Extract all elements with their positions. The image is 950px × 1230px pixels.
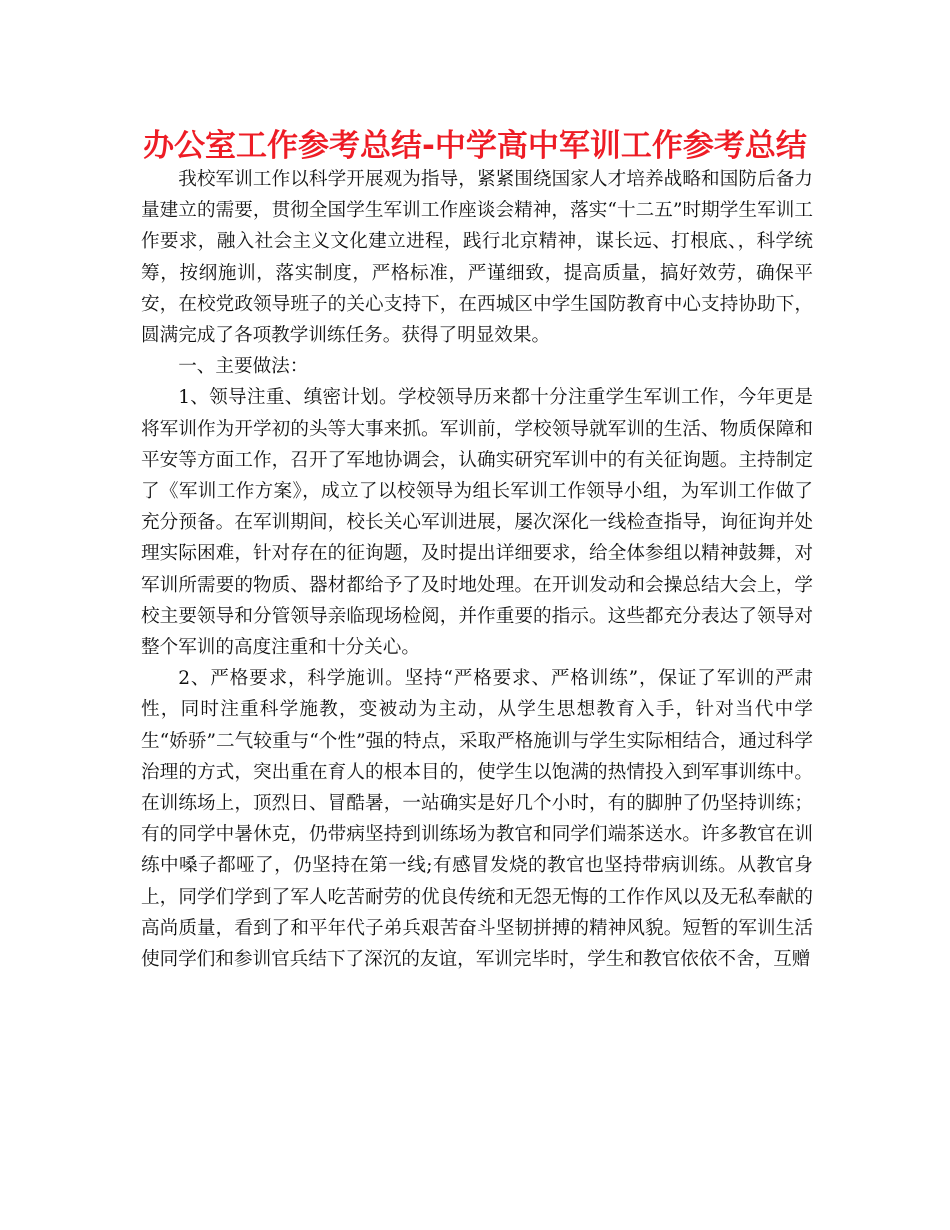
- paragraph-intro: 我校军训工作以科学开展观为指导，紧紧围绕国家人才培养战略和国防后备力量建立的需要，贯彻全国学生军训工作座谈会精神，落实“十二五”时期学生军训工作要求，融入社会主义文化建立进程，践行北京精神，谋长远、打根底、，科学统筹，按纲施训，落实制度，严格标准，严谨细致，提高质量，搞好效劳，确保平安，在校党政领导班子的关心支持下，在西城区中学生国防教育中心支持协助下，圆满完成了各项教学训练任务。获得了明显效果。: [141, 169, 813, 347]
- document-body: [141, 164, 813, 975]
- section-heading: 一、主要做法：: [178, 356, 309, 378]
- document-title: 办公室工作参考总结-中学高中军训工作参考总结: [143, 128, 807, 164]
- paragraph-strict-training: 2、严格要求，科学施训。坚持“严格要求、严格训练”，保证了军训的严肃性，同时注重科学施教，变被动为主动，从学生思想教育入手，针对当代中学生“娇骄”二气较重与“个性”强的特点，采取严格施训与学生实际相结合，通过科学治理的方式，突出重在育人的根本目的，使学生以饱满的热情投入到军事训练中。在训练场上，顶烈日、冒酷暑，一站确实是好几个小时，有的脚肿了仍坚持训练；有的同学中暑休克，仍带病坚持到训练场为教官和同学们端茶送水。许多教官在训练中嗓子都哑了，仍坚持在第一线;有感冒发烧的教官也坚持带病训练。从教官身上，同学们学到了军人吃苦耐劳的优良传统和无怨无悔的工作作风以及无私奉献的高尚质量，看到了和平年代子弟兵艰苦奋斗坚韧拼搏的精神风貌。短暂的军训生活使同学们和参训官兵结下了深沉的友谊，军训完毕时，学生和教官依依不舍，互赠: [141, 668, 813, 971]
- paragraph-leadership: 1、领导注重、缜密计划。学校领导历来都十分注重学生军训工作，今年更是将军训作为开学初的头等大事来抓。军训前，学校领导就军训的生活、物质保障和平安等方面工作，召开了军地协调会，认确实研究军训中的有关征询题。主持制定了《军训工作方案》，成立了以校领导为组长军训工作领导小组，为军训工作做了充分预备。在军训期间，校长关心军训进展，屡次深化一线检查指导，询征询并处理实际困难，针对存在的征询题，及时提出详细要求，给全体参组以精神鼓舞，对军训所需要的物质、器材都给予了及时地处理。在开训发动和会操总结大会上，学校主要领导和分管领导亲临现场检阅，并作重要的指示。这些都充分表达了领导对整个军训的高度注重和十分关心。: [141, 387, 813, 659]
